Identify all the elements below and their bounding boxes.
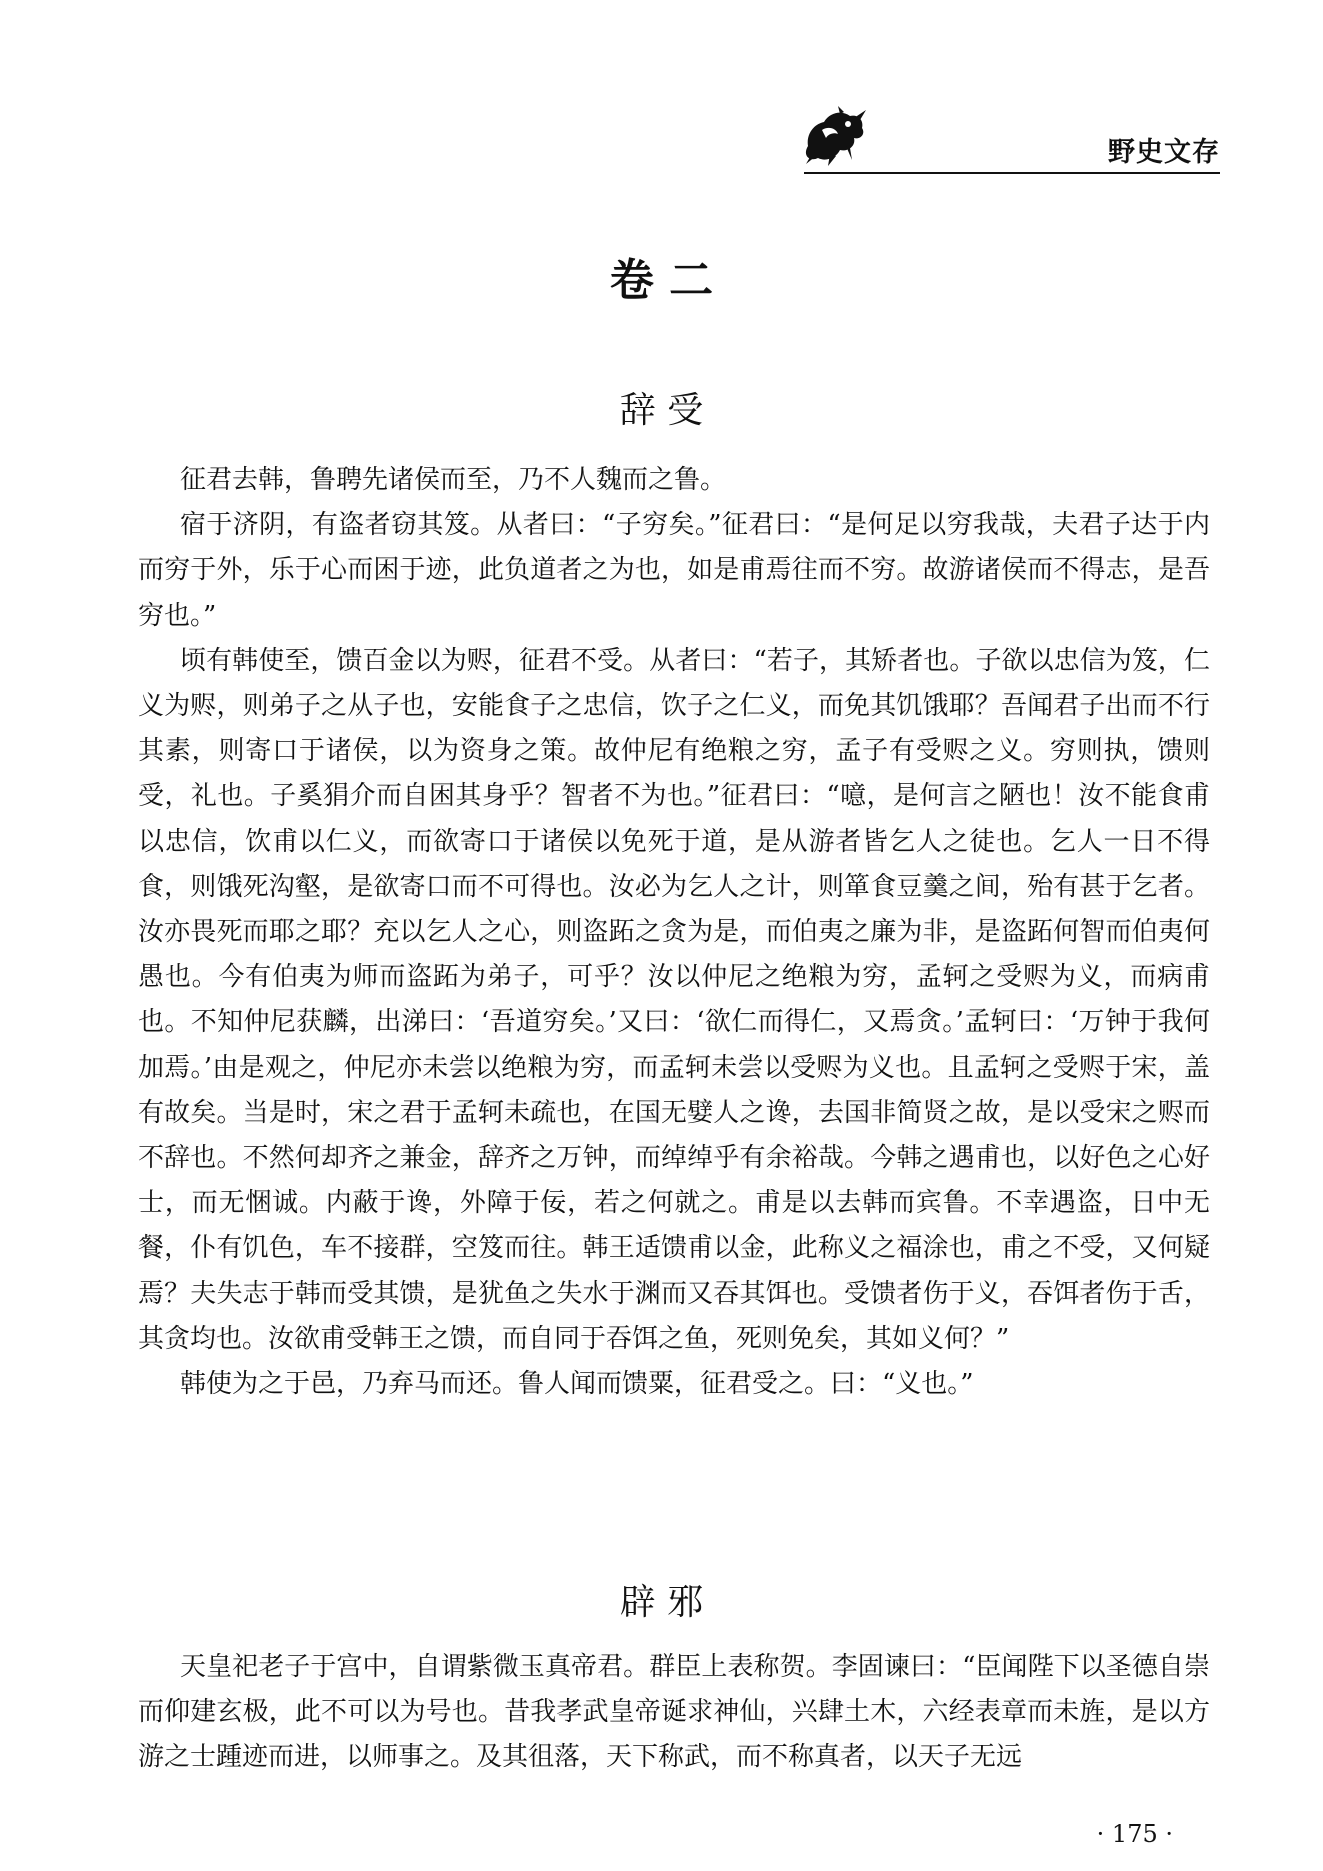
section-body-pixie: [138, 1645, 1210, 1781]
paragraph: 顷有韩使至，馈百金以为赆，征君不受。从者曰：“若子，其矫者也。子欲以忠信为笈，仁义为赆，则弟子之从子也，安能食子之忠信，饮子之仁义，而免其饥饿耶？吾闻君子出而不行其素，则寄口于诸侯，以为资身之策。故仲尼有绝粮之穷，孟子有受赆之义。穷则执，馈则受，礼也。子奚狷介而自困其身乎？智者不为也。”征君曰：“噫，是何言之陋也！汝不能食甫以忠信，饮甫以仁义，而欲寄口于诸侯以免死于道，是从游者皆乞人之徒也。乞人一日不得食，则饿死沟壑，是欲寄口而不可得也。汝必为乞人之计，则箪食豆羹之间，殆有甚于乞者。汝亦畏死而耶之耶？充以乞人之心，则盗跖之贪为是，而伯夷之廉为非，是盗跖何智而伯夷何愚也。今有伯夷为师而盗跖为弟子，可乎？汝以仲尼之绝粮为穷，孟轲之受赆为义，而病甫也。不知仲尼获麟，出涕曰：‘吾道穷矣。’又曰：‘欲仁而得仁，又焉贪。’孟轲曰：‘万钟于我何加焉。’由是观之，仲尼亦未尝以绝粮为穷，而孟轲未尝以受赆为义也。且孟轲之受赆于宋，盖有故矣。当是时，宋之君于孟轲未疏也，在国无嬖人之谗，去国非简贤之故，是以受宋之赆而不辞也。不然何却齐之兼金，辞齐之万钟，而绰绰乎有余裕哉。今韩之遇甫也，以好色之心好士，而无悃诚。内蔽于谗，外障于佞，若之何就之。甫是以去韩而宾鲁。不幸遇盗，日中无餐，仆有饥色，车不接群，空笈而往。韩王适馈甫以金，此称义之福涂也，甫之不受，又何疑焉？夫失志于韩而受其馈，是犹鱼之失水于渊而又吞其饵也。受馈者伤于义，吞饵者伤于舌，其贪均也。汝欲甫受韩王之馈，而自同于吞饵之鱼，死则免矣，其如义何？”: [138, 645, 1210, 1354]
running-header: [800, 100, 1220, 180]
series-title: 野史文存: [1108, 137, 1220, 168]
header-rule: [804, 172, 1220, 174]
paragraph: 征君去韩，鲁聘先诸侯而至，乃不人魏而之鲁。: [180, 465, 727, 495]
volume-title: 卷 二: [609, 255, 714, 306]
section-title-cishou: 辞 受: [619, 390, 704, 431]
paragraph: 天皇祀老子于宫中，自谓紫微玉真帝君。群臣上表称贺。李固谏曰：“臣闻陛下以圣德自崇而仰建玄极，此不可以为号也。昔我孝武皇帝诞求神仙，兴肆土木，六经表章而未旌，是以方游之士踵迹而进，以师事之。及其徂落，天下称武，而不称真者，以天子无远: [138, 1652, 1210, 1773]
page-number: · 175 ·: [1096, 1820, 1173, 1848]
section-title-pixie: 辟 邪: [619, 1582, 704, 1623]
paragraph: 韩使为之于邑，乃弃马而还。鲁人闻而馈粟，征君受之。曰：“义也。”: [180, 1369, 974, 1400]
paragraph: 宿于济阴，有盗者窃其笈。从者曰：“子穷矣。”征君曰：“是何足以穷我哉，夫君子达于内而穷于外，乐于心而困于迹，此负道者之为也，如是甫焉往而不穷。故游诸侯而不得志，是吾穷也。”: [138, 510, 1210, 631]
section-body-cishou: [138, 458, 1210, 1407]
dragon-emblem-icon: [800, 106, 870, 168]
